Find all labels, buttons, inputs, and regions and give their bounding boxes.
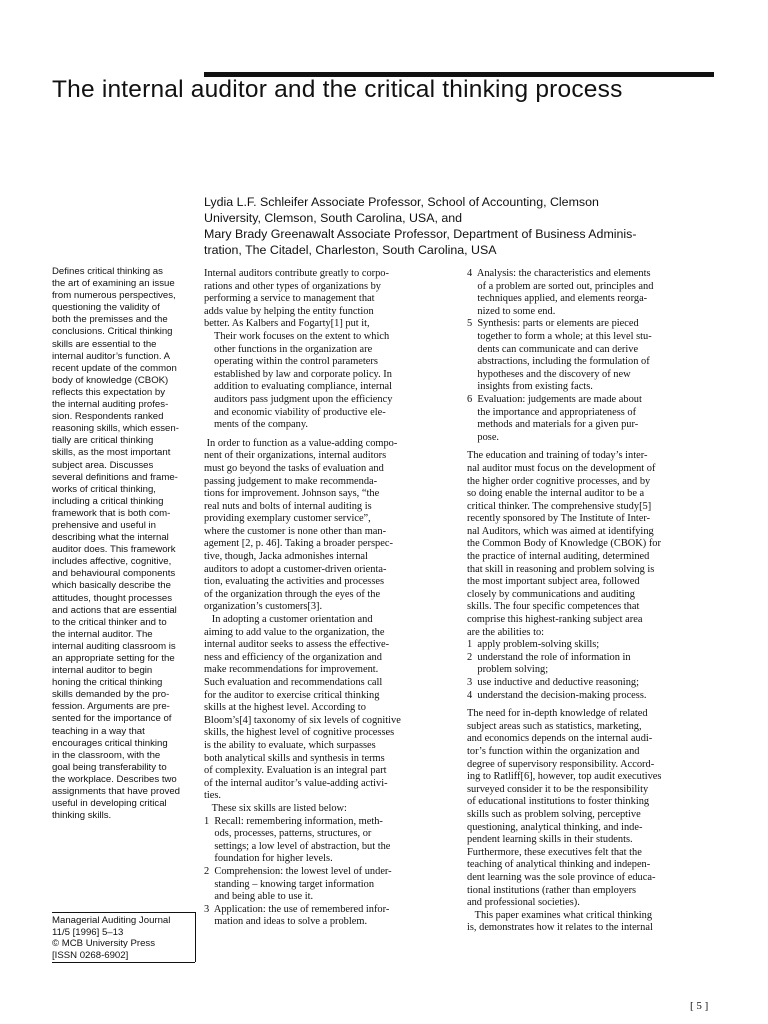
text-line: better. As Kalbers and Fogarty[1] put it, — [204, 318, 370, 330]
text-line: the most important subject area, followed — [467, 576, 640, 588]
text-line: ness and efficiency of the organization and — [204, 651, 382, 663]
abstract-line: skills, as the most important — [52, 447, 171, 459]
abstract-line: including a critical thinking — [52, 495, 164, 507]
text-line: 1 Recall: remembering information, meth- — [204, 815, 383, 827]
text-line: skills such as problem solving, perceptive — [467, 808, 641, 820]
abstract-line: to the critical thinker and to — [52, 616, 167, 628]
text-line: nent of their organizations, internal auditors — [204, 450, 387, 462]
text-line: 4 Analysis: the characteristics and elements — [467, 268, 651, 279]
text-line: agement [2, p. 46]. Taking a broader perspec- — [204, 538, 393, 550]
abstract-line: tially are critical thinking — [52, 435, 154, 447]
text-line: 3 use inductive and deductive reasoning; — [467, 677, 639, 688]
text-line: are the abilities to: — [467, 626, 545, 638]
text-line: mation and ideas to solve a problem. — [204, 916, 368, 928]
text-line: where the customer is none other than man- — [204, 525, 387, 537]
abstract-line: internal auditor’s function. A — [52, 350, 171, 362]
journal-name: Managerial Auditing Journal — [52, 915, 171, 926]
text-line: nized to some end. — [467, 305, 556, 317]
abstract-line: conclusions. Critical thinking — [52, 326, 173, 338]
text-line: together to form a whole; at this level stu- — [467, 330, 652, 342]
text-line: Such evaluation and recommendations call — [204, 677, 383, 688]
text-line: 2 Comprehension: the lowest level of under- — [204, 865, 392, 877]
text-line: methods and materials for a given pur- — [467, 419, 639, 431]
text-line: for the auditor to exercise critical thinking — [204, 689, 380, 701]
text-line: problem solving; — [467, 664, 549, 676]
text-line: that skill in reasoning and problem solving is — [467, 563, 655, 575]
text-line: is, demonstrates how it relates to the internal — [467, 922, 653, 934]
abstract-line: and actions that are essential — [52, 604, 177, 616]
abstract-line: the internal auditing profes- — [52, 399, 169, 411]
text-line: degree of supervisory responsibility. Accord- — [467, 758, 655, 770]
abstract-line: several definitions and frame- — [52, 471, 178, 483]
text-line: other functions in the organization are — [214, 343, 373, 355]
text-line: and economic viability of productive ele- — [214, 406, 386, 418]
text-line: ties. — [204, 790, 222, 802]
author-block — [204, 194, 724, 258]
text-line: of educational institutions to foster thinking — [467, 796, 650, 808]
abstract-line: subject area. Discusses — [52, 459, 154, 471]
text-line: closely by communications and auditing — [467, 588, 635, 600]
text-line: is the ability to evaluate, which surpasses — [204, 739, 376, 751]
text-line: real nuts and bolts of internal auditing is — [204, 500, 372, 512]
text-line: tor’s function within the organization and — [467, 745, 640, 757]
text-line: Their work focuses on the extent to which — [214, 330, 390, 342]
abstract-line: which basically describe the — [52, 580, 171, 592]
text-line: auditors pass judgment upon the efficiency — [214, 393, 393, 405]
text-line: 3 Application: the use of remembered infor- — [204, 903, 390, 915]
text-line: rations and other types of organizations by — [204, 280, 381, 292]
text-line: providing exemplary customer service”, — [204, 513, 371, 525]
author-line: University, Clemson, South Carolina, USA, and — [204, 211, 463, 225]
text-line: the higher order cognitive processes, and by — [467, 475, 651, 487]
text-line: established by law and corporate policy. In — [214, 368, 392, 380]
text-line: Bloom’s[4] taxonomy of six levels of cognitive — [204, 714, 401, 726]
abstract-line: sented for the importance of — [52, 713, 172, 725]
abstract-line: reflects this expectation by — [52, 386, 166, 398]
abstract-line: in the classroom, with the — [52, 749, 161, 761]
abstract-line: encourages critical thinking — [52, 737, 168, 749]
abstract-line: an appropriate setting for the — [52, 653, 175, 664]
text-line: The need for in-depth knowledge of related — [467, 708, 648, 720]
text-line: In adopting a customer orientation and — [204, 614, 373, 626]
abstract-line: from numerous perspectives, — [52, 290, 176, 302]
text-line: techniques applied, and elements reorga- — [467, 293, 648, 305]
abstract-line: useful in developing critical — [52, 798, 167, 810]
text-line: 4 understand the decision-making process. — [467, 689, 647, 701]
abstract-line: includes affective, cognitive, — [52, 556, 172, 568]
abstract-line: framework that is both com- — [52, 507, 171, 519]
page-number: [ 5 ] — [690, 1000, 709, 1012]
author-line: Mary Brady Greenawalt Associate Professor, Department of Business Adminis- — [204, 227, 637, 241]
text-line: ments of the company. — [214, 419, 308, 431]
abstract-line: reasoning skills, which essen- — [52, 423, 179, 435]
abstract-line: Defines critical thinking as — [52, 266, 163, 277]
text-line: and being able to use it. — [204, 891, 314, 903]
text-line: operating within the control parameters — [214, 356, 378, 368]
abstract-line: skills demanded by the pro- — [52, 689, 170, 701]
text-line: tion, evaluating the activities and processes — [204, 576, 385, 588]
abstract — [52, 266, 194, 822]
text-line: skills, the highest level of cognitive processes — [204, 727, 395, 739]
abstract-line: prehensive and useful in — [52, 519, 157, 531]
abstract-line: sion. Respondents ranked — [52, 411, 164, 423]
text-line: foundation for higher levels. — [204, 853, 333, 865]
abstract-line: attitudes, thought processes — [52, 592, 172, 604]
abstract-line: questioning the validity of — [52, 302, 160, 314]
body-column-1 — [204, 268, 459, 929]
text-line: dent learning was the sole province of educa- — [467, 871, 656, 883]
text-line: 1 apply problem-solving skills; — [467, 639, 600, 651]
page-title: The internal auditor and the critical thinking process — [52, 76, 623, 103]
text-line: the importance and appropriateness of — [467, 406, 637, 418]
text-line: recently sponsored by The Institute of Inter- — [467, 513, 651, 525]
text-line: nal Auditors, which was aimed at identifying — [467, 525, 654, 537]
text-line: of a problem are sorted out, principles and — [467, 280, 654, 292]
abstract-line: recent update of the common — [52, 362, 177, 374]
abstract-line: auditor does. This framework — [52, 544, 176, 556]
text-line: of the organization through the eyes of the — [204, 588, 381, 600]
text-line: dents can communicate and can derive — [467, 343, 639, 355]
text-line: and professional societies). — [467, 897, 580, 909]
text-line: of complexity. Evaluation is an integral part — [204, 765, 387, 777]
text-line: 6 Evaluation: judgements are made about — [467, 393, 642, 405]
author-line: Lydia L.F. Schleifer Associate Professor, School of Accounting, Clemson — [204, 195, 599, 209]
abstract-line: skills are essential to the — [52, 338, 157, 350]
text-line: 2 understand the role of information in — [467, 651, 631, 663]
text-line: insights from existing facts. — [467, 381, 593, 393]
text-line: pendent learning skills in their students. — [467, 834, 633, 846]
text-line: passing judgement to make recommenda- — [204, 475, 378, 487]
text-line: skills at the highest level. According to — [204, 702, 366, 714]
text-line: adds value by helping the entity function — [204, 305, 374, 317]
text-line: These six skills are listed below: — [204, 802, 347, 814]
abstract-line: both the premisses and the — [52, 314, 168, 326]
text-line: comprise this highest-ranking subject area — [467, 614, 643, 626]
text-line: must go beyond the tasks of evaluation and — [204, 462, 384, 474]
text-line: Furthermore, these executives felt that the — [467, 846, 642, 858]
abstract-line: and behavioural components — [52, 568, 176, 580]
text-line: Internal auditors contribute greatly to corpo- — [204, 268, 389, 279]
text-line: tive, though, Jacka admonishes internal — [204, 551, 368, 563]
text-line: make recommendations for improvement. — [204, 664, 379, 676]
text-line: so doing enable the internal auditor to be a — [467, 488, 645, 500]
body-column-2 — [467, 268, 722, 935]
abstract-line: works of critical thinking, — [52, 483, 156, 495]
text-line: 5 Synthesis: parts or elements are pieced — [467, 318, 639, 330]
text-line: auditors to adopt a customer-driven orienta- — [204, 563, 387, 575]
text-line: ing to Ratliff[6], however, top audit executives — [467, 771, 662, 783]
text-line: ods, processes, patterns, structures, or — [204, 828, 372, 840]
abstract-line: fession. Arguments are pre- — [52, 701, 170, 713]
text-line: settings; a low level of abstraction, but the — [204, 840, 391, 852]
text-line: tional institutions (rather than employers — [467, 884, 637, 896]
text-line: pose. — [467, 431, 500, 443]
text-line: surveyed consider it to be the responsibility — [467, 783, 649, 795]
abstract-line: the art of examining an issue — [52, 278, 175, 290]
author-line: tration, The Citadel, Charleston, South Carolina, USA — [204, 243, 497, 257]
text-line: This paper examines what critical thinking — [467, 909, 653, 921]
journal-issn: [ISSN 0268-6902] — [52, 949, 129, 961]
text-line: internal auditor seeks to assess the effective- — [204, 639, 390, 651]
text-line: The education and training of today’s inter- — [467, 450, 648, 462]
text-line: nal auditor must focus on the development of — [467, 462, 656, 474]
journal-publisher: © MCB University Press — [52, 938, 156, 949]
abstract-line: the internal auditor. The — [52, 628, 153, 640]
text-line: subject areas such as statistics, marketing, — [467, 720, 642, 732]
text-line: critical thinker. The comprehensive study[5] — [467, 500, 652, 512]
text-line: the practice of internal auditing, determined — [467, 551, 650, 563]
abstract-line: body of knowledge (CBOK) — [52, 374, 169, 386]
abstract-line: internal auditor to begin — [52, 665, 153, 677]
text-line: organization’s customers[3]. — [204, 601, 323, 613]
text-line: the Common Body of Knowledge (CBOK) for — [467, 538, 661, 550]
text-line: hypotheses and the discovery of new — [467, 368, 631, 380]
text-line: addition to evaluating compliance, internal — [214, 381, 393, 393]
abstract-line: teaching in a way that — [52, 725, 145, 737]
text-line: In order to function as a value-adding compo- — [204, 437, 398, 449]
journal-citation — [52, 912, 195, 963]
text-line: abstractions, including the formulation of — [467, 356, 650, 368]
abstract-line: internal auditing classroom is — [52, 640, 176, 652]
abstract-line: assignments that have proved — [52, 786, 180, 798]
text-line: of the internal auditor’s value-adding activi- — [204, 777, 388, 789]
journal-volume: 11/5 [1996] 5–13 — [52, 926, 124, 938]
abstract-line: describing what the internal — [52, 532, 169, 544]
abstract-line: honing the critical thinking — [52, 677, 163, 689]
text-line: and economics depends on the internal audi- — [467, 733, 653, 745]
text-line: teaching of analytical thinking and indepen- — [467, 859, 651, 871]
text-line: both analytical skills and synthesis in terms — [204, 752, 385, 764]
journal-divider — [195, 912, 196, 962]
text-line: skills. The four specific competences that — [467, 601, 640, 613]
abstract-line: thinking skills. — [52, 810, 112, 822]
text-line: standing – knowing target information — [204, 878, 375, 890]
text-line: questioning, analytical thinking, and inde- — [467, 821, 643, 833]
text-line: tions for improvement. Johnson says, “the — [204, 488, 380, 500]
abstract-line: goal being transferability to — [52, 761, 167, 773]
text-line: performing a service to management that — [204, 293, 375, 305]
abstract-line: the workplace. Describes two — [52, 773, 177, 785]
text-line: aiming to add value to the organization, the — [204, 626, 385, 638]
